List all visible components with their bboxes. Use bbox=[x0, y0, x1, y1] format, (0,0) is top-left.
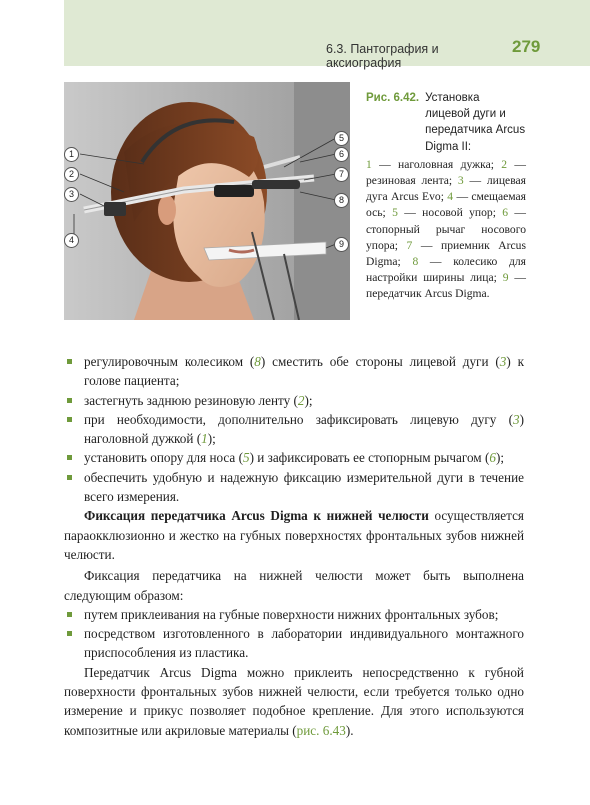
legend-num: 1 bbox=[366, 157, 372, 171]
text-run: ) к голове пациента; bbox=[84, 354, 524, 389]
legend-num: 7 bbox=[406, 238, 413, 252]
list-item: посредством изготовленного в лаборатории индивидуального монтажного приспособления из пластика. bbox=[64, 624, 524, 663]
legend-num: 2 bbox=[501, 157, 508, 171]
method-list bbox=[64, 605, 524, 663]
text-run: при необходимости, дополнительно зафиксировать лицевую дугу ( bbox=[84, 411, 513, 427]
text-run: ) наголовной дужкой ( bbox=[84, 411, 524, 447]
list-item bbox=[64, 410, 524, 449]
caption-legend bbox=[366, 157, 526, 303]
caption-title: Установка лицевой дуги и передатчика Arcus Digma II: bbox=[425, 92, 526, 153]
callout-4: 4 bbox=[64, 233, 79, 248]
callout-3: 3 bbox=[64, 187, 79, 202]
text-run: Передатчик Arcus Digma можно приклеить непосредственно к губной поверхности фронтальных зубов нижней челюсти, если требуется только одно измерение и прикус позволяет подобное крепление. Для этого используются композитные или акриловые материалы ( bbox=[64, 664, 524, 738]
paragraph bbox=[64, 663, 524, 740]
text-run: ). bbox=[345, 722, 354, 738]
callout-1: 1 bbox=[64, 147, 79, 162]
text-run: ); bbox=[304, 392, 313, 408]
text-run: ) сместить обе стороны лицевой дуги ( bbox=[260, 354, 500, 369]
list-item bbox=[64, 391, 524, 410]
legend-num: 3 bbox=[457, 174, 464, 188]
legend-num: 4 bbox=[447, 190, 454, 204]
body-text bbox=[64, 352, 524, 740]
figure-link[interactable]: рис. 6.43 bbox=[296, 722, 346, 738]
page-number: 279 bbox=[512, 37, 541, 56]
text-run: осуществляется парaокклюзионно и жестко на губных поверхностях фронтальных зубов нижней челюсти. bbox=[64, 508, 524, 562]
figure-ref: 1 bbox=[201, 431, 208, 447]
text-run: ) и зафиксировать ее стопорным рычагом ( bbox=[249, 450, 490, 466]
list-item: обеспечить удобную и надежную фиксацию измерительной дуги в течение всего измерения. bbox=[64, 468, 524, 507]
figure-ref: 8 bbox=[254, 354, 261, 369]
figure-ref: 3 bbox=[513, 411, 520, 427]
legend-num: 8 bbox=[412, 255, 419, 269]
callout-7: 7 bbox=[334, 167, 349, 182]
figure-ref: 2 bbox=[297, 392, 305, 408]
instruction-list bbox=[64, 352, 524, 506]
legend-text: — смещаемая ось; bbox=[366, 190, 526, 220]
legend-text: — наголовная дужка; bbox=[371, 157, 502, 171]
legend-text: — носовой упор; bbox=[397, 206, 503, 220]
running-header: 6.3. Пантография и аксиография bbox=[326, 42, 439, 70]
callout-5: 5 bbox=[334, 131, 349, 146]
legend-num: 5 bbox=[392, 206, 398, 220]
figure-ref: 3 bbox=[499, 354, 507, 369]
legend-text: — лицевая дуга Arcus Evo; bbox=[366, 174, 526, 204]
text-run: застегнуть заднюю резиновую ленту ( bbox=[84, 392, 298, 408]
figure-ref: 5 bbox=[242, 450, 250, 466]
text-run: ); bbox=[207, 431, 216, 447]
legend-num: 6 bbox=[502, 206, 509, 220]
callout-2: 2 bbox=[64, 167, 79, 182]
text-run: установить опору для носа ( bbox=[84, 450, 243, 466]
list-item bbox=[64, 448, 524, 467]
figure-caption bbox=[366, 90, 526, 303]
figure-ref: 6 bbox=[489, 450, 496, 466]
legend-text: — колесико для настройки ширины лица; bbox=[366, 255, 526, 285]
callout-9: 9 bbox=[334, 237, 349, 252]
face-bow-illustration bbox=[64, 82, 350, 320]
bold-lead: Фиксация передатчика Arcus Digma к нижней челюсти bbox=[84, 508, 429, 524]
legend-text: — приемник Arcus Digma; bbox=[366, 238, 526, 269]
legend-num: 9 bbox=[502, 271, 509, 285]
legend-text: — стопорный рычаг носового упора; bbox=[366, 206, 526, 252]
caption-label: Рис. 6.42. bbox=[366, 92, 420, 104]
paragraph bbox=[64, 506, 524, 564]
legend-text: — резиновая лента; bbox=[366, 157, 526, 188]
list-item bbox=[64, 352, 524, 391]
paragraph: Фиксация передатчика на нижней челюсти может быть выполнена следующим образом: bbox=[64, 568, 524, 603]
callout-6: 6 bbox=[334, 147, 349, 162]
list-item: путем приклеивания на губные поверхности нижних фронтальных зубов; bbox=[64, 605, 524, 624]
text-run: регулировочным колесиком ( bbox=[84, 354, 255, 369]
figure-photo bbox=[64, 82, 350, 320]
text-run: ); bbox=[495, 450, 504, 466]
legend-text: — передатчик Arcus Digma. bbox=[366, 271, 526, 301]
callout-8: 8 bbox=[334, 193, 349, 208]
